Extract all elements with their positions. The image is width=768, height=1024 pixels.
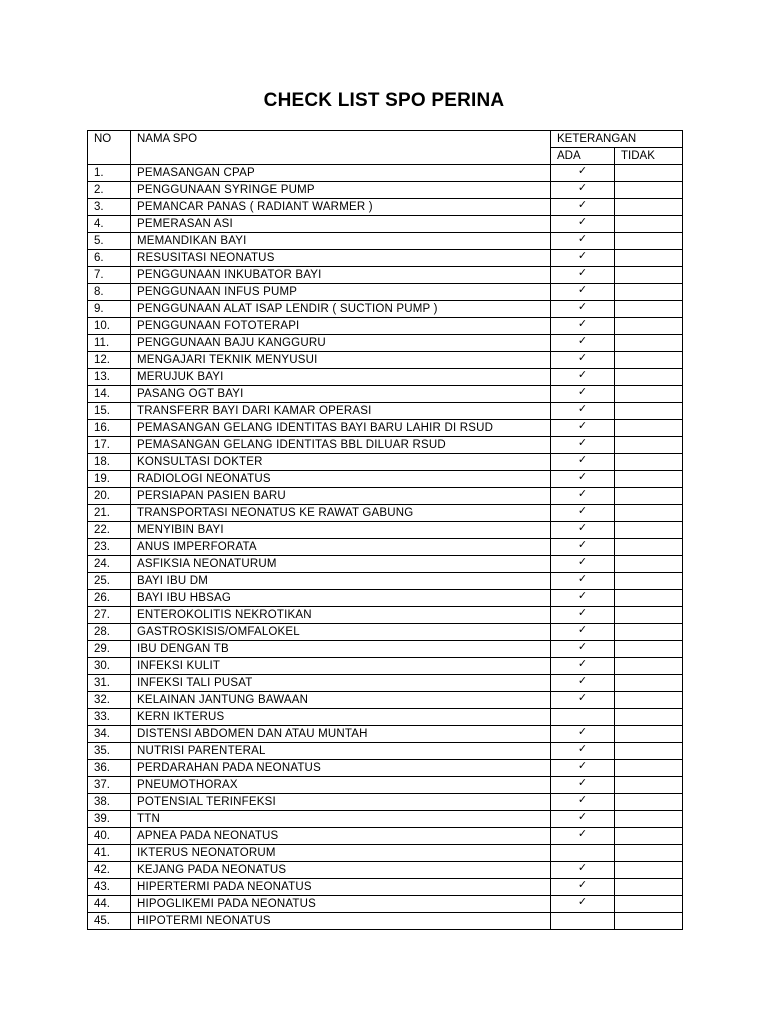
spo-name: PEMASANGAN GELANG IDENTITAS BBL DILUAR RSUD [131,437,551,454]
tidak-cell [615,556,683,573]
row-number: 8. [88,284,131,301]
tidak-cell [615,216,683,233]
spo-name: DISTENSI ABDOMEN DAN ATAU MUNTAH [131,726,551,743]
check-mark-icon: ✓ [577,606,588,619]
ada-cell [551,692,615,709]
tidak-cell [615,335,683,352]
row-number: 45. [88,913,131,930]
table-row [88,573,683,590]
table-row [88,879,683,896]
tidak-cell [615,165,683,182]
table-row [88,692,683,709]
table-row [88,862,683,879]
spo-name: IBU DENGAN TB [131,641,551,658]
ada-cell [551,216,615,233]
table-row [88,607,683,624]
tidak-cell [615,267,683,284]
tidak-cell [615,794,683,811]
ada-cell [551,233,615,250]
ada-cell [551,675,615,692]
table-row [88,709,683,726]
ada-cell [551,437,615,454]
spo-name: POTENSIAL TERINFEKSI [131,794,551,811]
table-row [88,828,683,845]
check-mark-icon: ✓ [577,198,588,211]
tidak-cell [615,828,683,845]
row-number: 31. [88,675,131,692]
header-nama-spo: NAMA SPO [131,131,551,165]
ada-cell [551,641,615,658]
spo-name: PEMASANGAN GELANG IDENTITAS BAYI BARU LAHIR DI RSUD [131,420,551,437]
ada-cell [551,726,615,743]
spo-name: KEJANG PADA NEONATUS [131,862,551,879]
ada-cell [551,811,615,828]
check-mark-icon: ✓ [577,555,588,568]
row-number: 36. [88,760,131,777]
check-mark-icon: ✓ [577,215,588,228]
ada-cell [551,522,615,539]
row-number: 25. [88,573,131,590]
table-row [88,454,683,471]
tidak-cell [615,420,683,437]
tidak-cell [615,488,683,505]
row-number: 19. [88,471,131,488]
row-number: 20. [88,488,131,505]
header-keterangan: KETERANGAN [551,131,683,148]
table-row [88,556,683,573]
header-ada: ADA [551,148,615,165]
row-number: 42. [88,862,131,879]
ada-cell [551,556,615,573]
spo-name: INFEKSI TALI PUSAT [131,675,551,692]
spo-name: PENGGUNAAN BAJU KANGGURU [131,335,551,352]
row-number: 26. [88,590,131,607]
spo-name: HIPOTERMI NEONATUS [131,913,551,930]
table-row [88,505,683,522]
ada-cell [551,403,615,420]
ada-cell [551,879,615,896]
spo-name: APNEA PADA NEONATUS [131,828,551,845]
tidak-cell [615,437,683,454]
tidak-cell [615,352,683,369]
spo-name: ASFIKSIA NEONATURUM [131,556,551,573]
table-row [88,641,683,658]
check-mark-icon: ✓ [577,521,588,534]
check-mark-icon: ✓ [577,861,588,874]
ada-cell [551,471,615,488]
check-mark-icon: ✓ [577,368,588,381]
tidak-cell [615,573,683,590]
check-mark-icon: ✓ [577,674,588,687]
row-number: 35. [88,743,131,760]
table-row [88,301,683,318]
check-mark-icon: ✓ [577,419,588,432]
tidak-cell [615,777,683,794]
check-mark-icon: ✓ [577,249,588,262]
spo-name: RADIOLOGI NEONATUS [131,471,551,488]
check-mark-icon: ✓ [577,300,588,313]
ada-cell [551,573,615,590]
ada-cell [551,794,615,811]
ada-cell [551,590,615,607]
row-number: 27. [88,607,131,624]
spo-name: NUTRISI PARENTERAL [131,743,551,760]
check-mark-icon: ✓ [577,487,588,500]
spo-name: PENGGUNAAN INKUBATOR BAYI [131,267,551,284]
check-mark-icon: ✓ [577,691,588,704]
tidak-cell [615,641,683,658]
row-number: 13. [88,369,131,386]
table-row [88,233,683,250]
table-row [88,811,683,828]
spo-name: GASTROSKISIS/OMFALOKEL [131,624,551,641]
spo-name: PEMASANGAN CPAP [131,165,551,182]
tidak-cell [615,454,683,471]
ada-cell [551,250,615,267]
table-row [88,658,683,675]
spo-name: BAYI IBU HBSAG [131,590,551,607]
spo-name: HIPERTERMI PADA NEONATUS [131,879,551,896]
check-mark-icon: ✓ [577,657,588,670]
tidak-cell [615,386,683,403]
table-row [88,437,683,454]
row-number: 6. [88,250,131,267]
ada-cell [551,165,615,182]
checklist-body [88,165,683,930]
tidak-cell [615,913,683,930]
tidak-cell [615,607,683,624]
table-row [88,590,683,607]
ada-cell [551,743,615,760]
table-row [88,352,683,369]
row-number: 29. [88,641,131,658]
ada-cell [551,335,615,352]
check-mark-icon: ✓ [577,623,588,636]
table-row [88,403,683,420]
row-number: 34. [88,726,131,743]
tidak-cell [615,658,683,675]
check-mark-icon: ✓ [577,470,588,483]
header-row [88,131,683,148]
spo-name: KELAINAN JANTUNG BAWAAN [131,692,551,709]
check-mark-icon: ✓ [577,334,588,347]
table-row [88,386,683,403]
spo-name: PEMERASAN ASI [131,216,551,233]
tidak-cell [615,896,683,913]
check-mark-icon: ✓ [577,725,588,738]
check-mark-icon: ✓ [577,436,588,449]
row-number: 38. [88,794,131,811]
check-mark-icon: ✓ [577,640,588,653]
tidak-cell [615,284,683,301]
row-number: 40. [88,828,131,845]
check-mark-icon: ✓ [577,402,588,415]
ada-cell [551,658,615,675]
tidak-cell [615,811,683,828]
check-mark-icon: ✓ [577,385,588,398]
check-mark-icon: ✓ [577,827,588,840]
tidak-cell [615,760,683,777]
tidak-cell [615,403,683,420]
table-row [88,539,683,556]
row-number: 39. [88,811,131,828]
ada-cell [551,624,615,641]
table-row [88,165,683,182]
table-row [88,267,683,284]
ada-cell [551,454,615,471]
tidak-cell [615,182,683,199]
row-number: 43. [88,879,131,896]
table-row [88,420,683,437]
check-mark-icon: ✓ [577,759,588,772]
tidak-cell [615,471,683,488]
row-number: 1. [88,165,131,182]
tidak-cell [615,301,683,318]
check-mark-icon: ✓ [577,504,588,517]
row-number: 32. [88,692,131,709]
tidak-cell [615,590,683,607]
table-row [88,777,683,794]
check-mark-icon: ✓ [577,283,588,296]
check-mark-icon: ✓ [577,317,588,330]
spo-name: MERUJUK BAYI [131,369,551,386]
row-number: 12. [88,352,131,369]
ada-cell [551,488,615,505]
row-number: 44. [88,896,131,913]
tidak-cell [615,250,683,267]
check-mark-icon: ✓ [577,232,588,245]
spo-name: PENGGUNAAN ALAT ISAP LENDIR ( SUCTION PUMP ) [131,301,551,318]
spo-name: TRANSFERR BAYI DARI KAMAR OPERASI [131,403,551,420]
table-row [88,488,683,505]
table-row [88,896,683,913]
ada-cell [551,862,615,879]
spo-name: PEMANCAR PANAS ( RADIANT WARMER ) [131,199,551,216]
table-row [88,471,683,488]
row-number: 9. [88,301,131,318]
ada-cell [551,301,615,318]
table-row [88,743,683,760]
tidak-cell [615,624,683,641]
table-row [88,250,683,267]
check-mark-icon: ✓ [577,878,588,891]
table-row [88,369,683,386]
row-number: 21. [88,505,131,522]
row-number: 41. [88,845,131,862]
check-mark-icon: ✓ [577,742,588,755]
spo-name: HIPOGLIKEMI PADA NEONATUS [131,896,551,913]
spo-name: MENGAJARI TEKNIK MENYUSUI [131,352,551,369]
spo-name: IKTERUS NEONATORUM [131,845,551,862]
row-number: 30. [88,658,131,675]
check-mark-icon: ✓ [577,572,588,585]
row-number: 24. [88,556,131,573]
spo-name: MEMANDIKAN BAYI [131,233,551,250]
tidak-cell [615,675,683,692]
row-number: 5. [88,233,131,250]
row-number: 4. [88,216,131,233]
check-mark-icon: ✓ [577,164,588,177]
ada-cell [551,318,615,335]
tidak-cell [615,709,683,726]
check-mark-icon: ✓ [577,538,588,551]
ada-cell [551,760,615,777]
spo-name: PENGGUNAAN FOTOTERAPI [131,318,551,335]
ada-cell [551,284,615,301]
tidak-cell [615,726,683,743]
table-row [88,284,683,301]
spo-name: TTN [131,811,551,828]
spo-name: KERN IKTERUS [131,709,551,726]
tidak-cell [615,318,683,335]
row-number: 7. [88,267,131,284]
table-row [88,318,683,335]
table-row [88,726,683,743]
tidak-cell [615,845,683,862]
table-row [88,675,683,692]
spo-name: BAYI IBU DM [131,573,551,590]
table-row [88,199,683,216]
table-row [88,913,683,930]
spo-name: PASANG OGT BAYI [131,386,551,403]
tidak-cell [615,539,683,556]
tidak-cell [615,743,683,760]
ada-cell [551,420,615,437]
tidak-cell [615,369,683,386]
row-number: 16. [88,420,131,437]
check-mark-icon: ✓ [577,793,588,806]
row-number: 10. [88,318,131,335]
ada-cell [551,369,615,386]
spo-checklist-table [87,130,683,930]
ada-cell [551,913,615,930]
row-number: 14. [88,386,131,403]
ada-cell [551,607,615,624]
ada-cell [551,896,615,913]
table-row [88,335,683,352]
header-no: NO [88,131,131,165]
ada-cell [551,539,615,556]
row-number: 37. [88,777,131,794]
row-number: 23. [88,539,131,556]
check-mark-icon: ✓ [577,589,588,602]
table-row [88,522,683,539]
table-row [88,845,683,862]
ada-cell [551,505,615,522]
row-number: 2. [88,182,131,199]
tidak-cell [615,692,683,709]
ada-cell [551,182,615,199]
table-row [88,216,683,233]
row-number: 33. [88,709,131,726]
check-mark-icon: ✓ [577,776,588,789]
ada-cell [551,267,615,284]
check-mark-icon: ✓ [577,266,588,279]
tidak-cell [615,879,683,896]
spo-name: PERSIAPAN PASIEN BARU [131,488,551,505]
check-mark-icon: ✓ [577,810,588,823]
spo-name: TRANSPORTASI NEONATUS KE RAWAT GABUNG [131,505,551,522]
spo-name: ANUS IMPERFORATA [131,539,551,556]
ada-cell [551,199,615,216]
spo-name: MENYIBIN BAYI [131,522,551,539]
row-number: 18. [88,454,131,471]
ada-cell [551,828,615,845]
spo-name: ENTEROKOLITIS NEKROTIKAN [131,607,551,624]
header-tidak: TIDAK [615,148,683,165]
spo-name: PENGGUNAAN INFUS PUMP [131,284,551,301]
tidak-cell [615,505,683,522]
ada-cell [551,777,615,794]
table-row [88,182,683,199]
spo-name: PENGGUNAAN SYRINGE PUMP [131,182,551,199]
row-number: 15. [88,403,131,420]
row-number: 28. [88,624,131,641]
spo-name: RESUSITASI NEONATUS [131,250,551,267]
tidak-cell [615,199,683,216]
row-number: 22. [88,522,131,539]
check-mark-icon: ✓ [577,181,588,194]
row-number: 17. [88,437,131,454]
spo-name: KONSULTASI DOKTER [131,454,551,471]
check-mark-icon: ✓ [577,351,588,364]
ada-cell [551,352,615,369]
row-number: 3. [88,199,131,216]
tidak-cell [615,522,683,539]
check-mark-icon: ✓ [577,453,588,466]
table-row [88,760,683,777]
row-number: 11. [88,335,131,352]
tidak-cell [615,862,683,879]
spo-name: INFEKSI KULIT [131,658,551,675]
spo-name: PNEUMOTHORAX [131,777,551,794]
table-row [88,624,683,641]
spo-name: PERDARAHAN PADA NEONATUS [131,760,551,777]
ada-cell [551,845,615,862]
ada-cell [551,386,615,403]
table-row [88,794,683,811]
check-mark-icon: ✓ [577,895,588,908]
page-title: CHECK LIST SPO PERINA [263,90,505,111]
ada-cell [551,709,615,726]
tidak-cell [615,233,683,250]
